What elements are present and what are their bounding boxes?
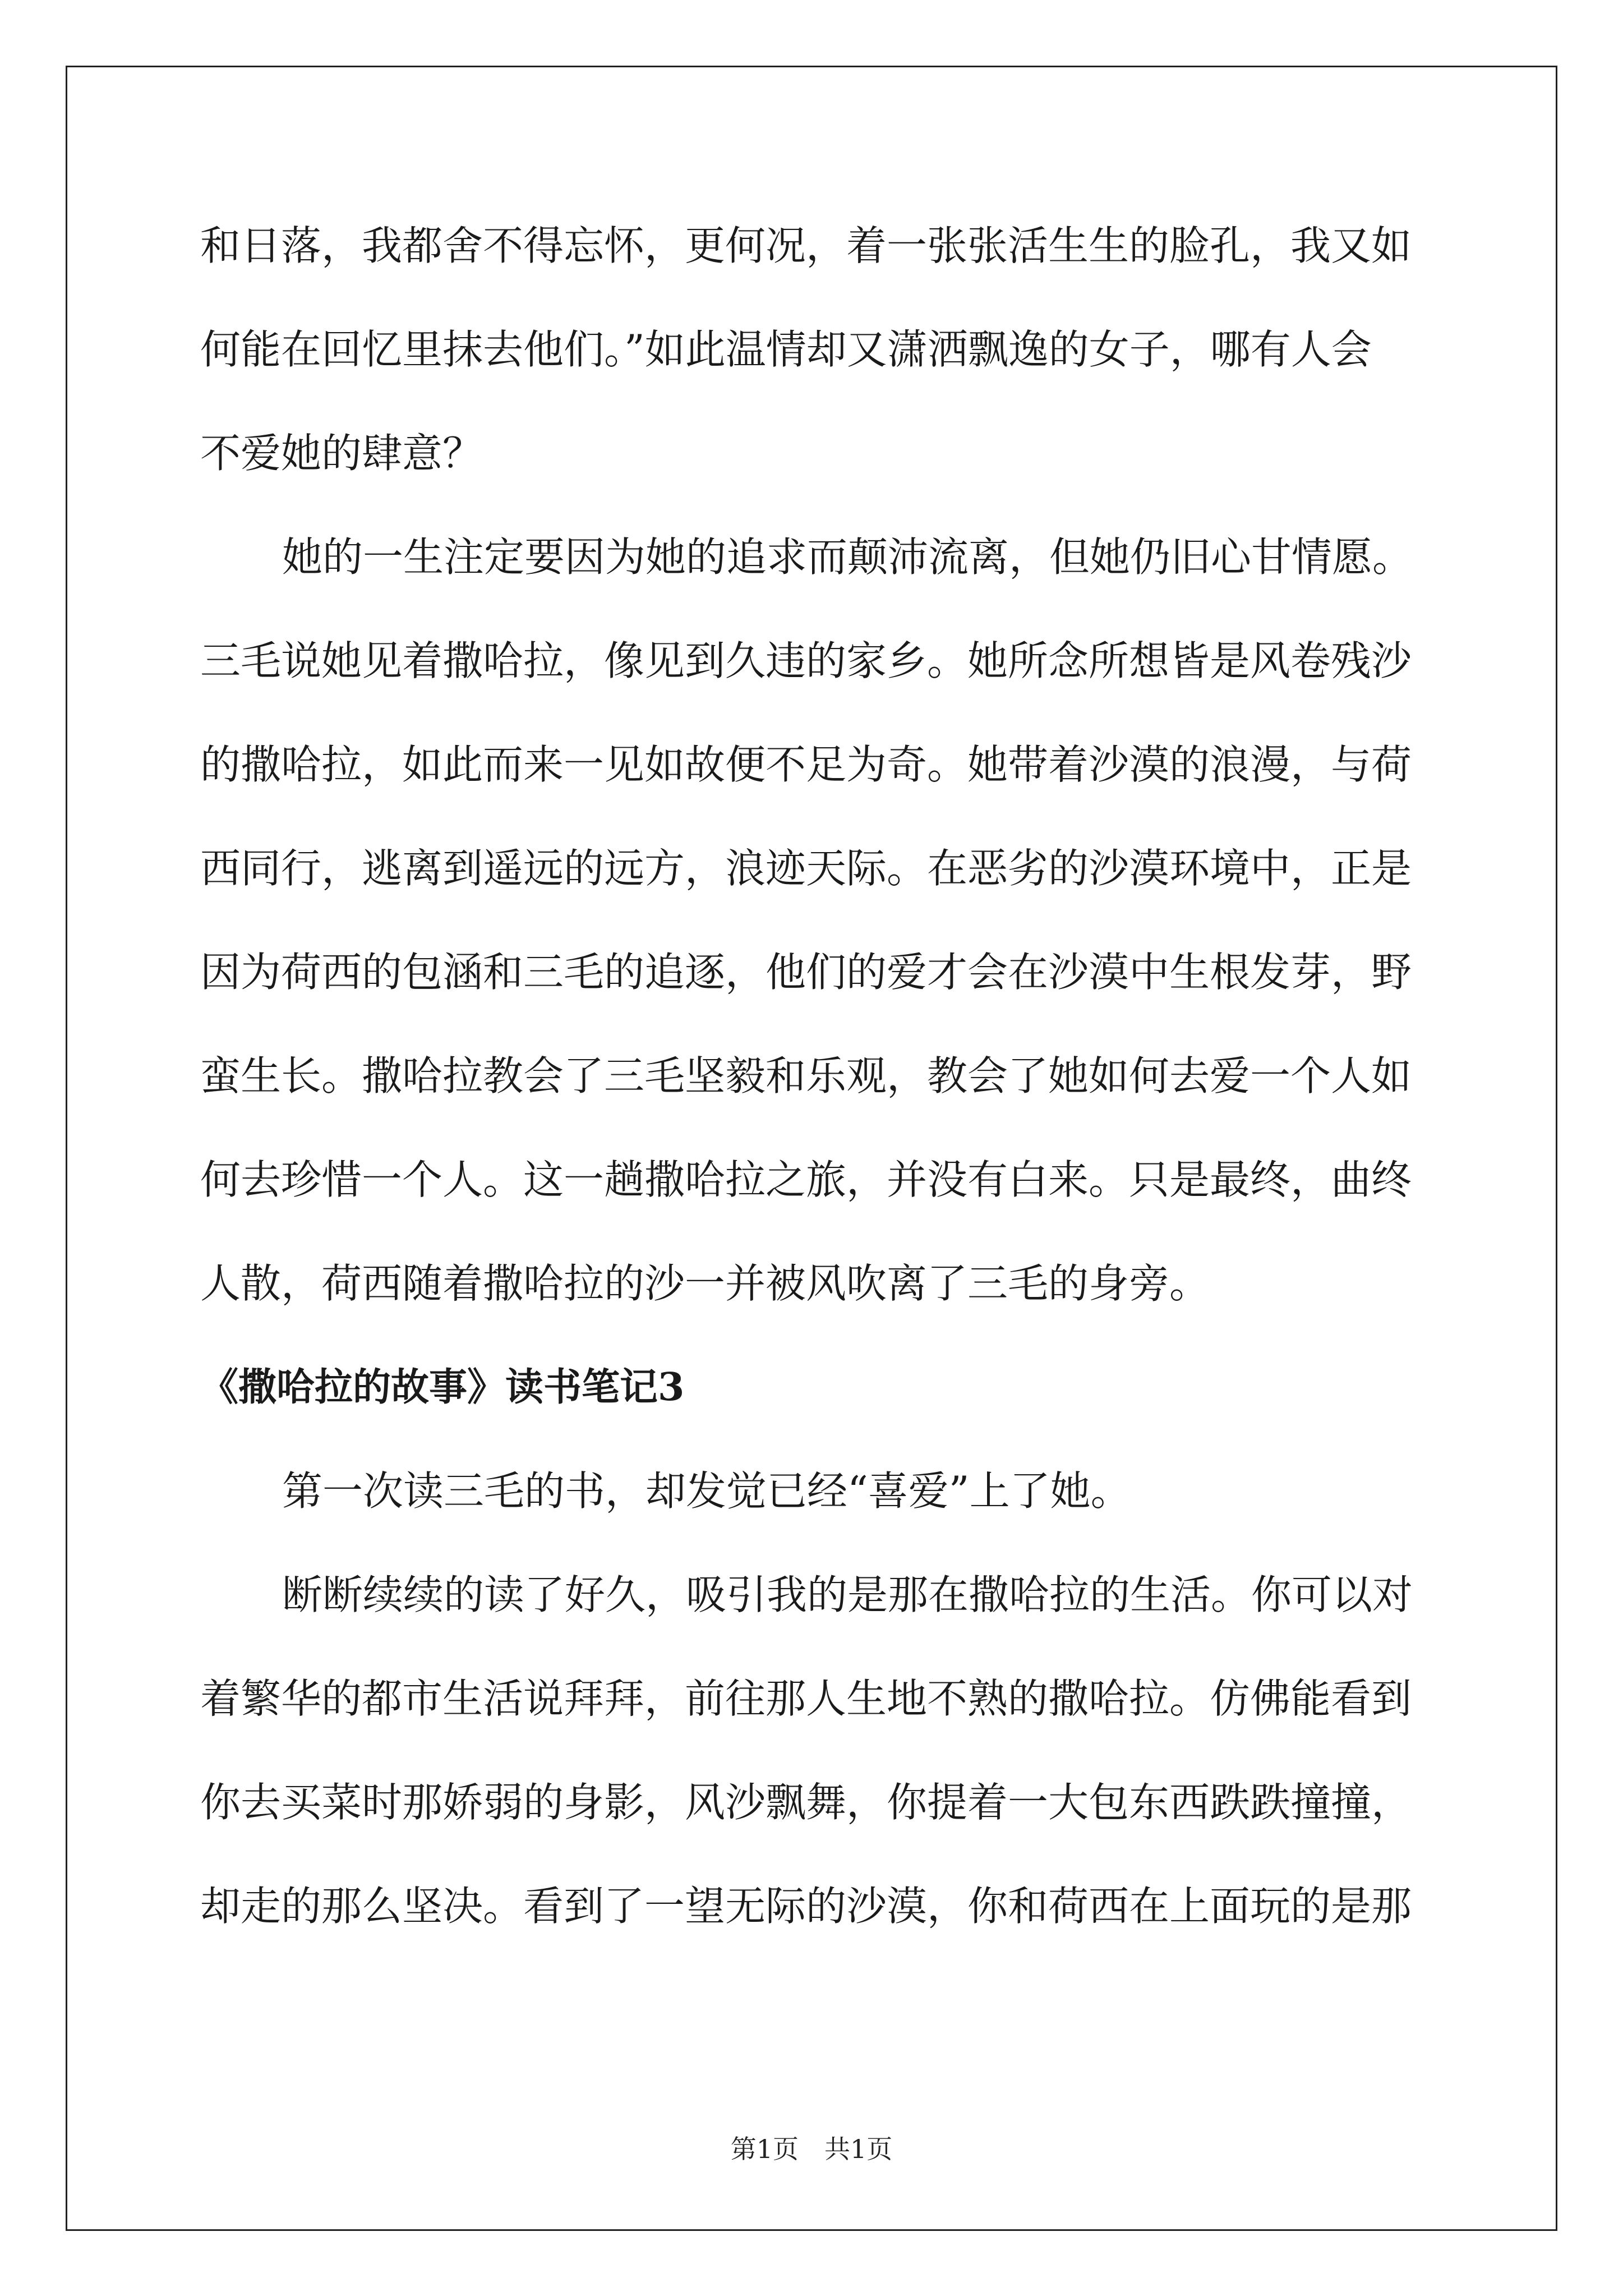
- paragraph-line: 却走的那么坚决。看到了一望无际的沙漠，你和荷西在上面玩的是那: [200, 1883, 1412, 1930]
- paragraph-line: 蛮生长。撒哈拉教会了三毛坚毅和乐观，教会了她如何去爱一个人如: [200, 1052, 1412, 1099]
- section-title: 《撒哈拉的故事》读书笔记3: [200, 1365, 685, 1410]
- paragraph-line: 你去买菜时那娇弱的身影，风沙飘舞，你提着一大包东西跌跌撞撞，: [200, 1779, 1412, 1826]
- paragraph-line: 的撒哈拉，如此而来一见如故便不足为奇。她带着沙漠的浪漫，与荷: [200, 741, 1412, 788]
- paragraph-line: 三毛说她见着撒哈拉，像见到久违的家乡。她所念所想皆是风卷残沙: [200, 637, 1412, 684]
- paragraph-line: 第一次读三毛的书，却发觉已经“喜爱”上了她。: [282, 1467, 1131, 1515]
- paragraph-line: 西同行，逃离到遥远的远方，浪迹天际。在恶劣的沙漠环境中，正是: [200, 845, 1412, 892]
- paragraph-line: 不爱她的肆意？: [200, 430, 483, 477]
- paragraph-line: 因为荷西的包涵和三毛的追逐，他们的爱才会在沙漠中生根发芽，野: [200, 949, 1412, 996]
- paragraph-line: 和日落，我都舍不得忘怀，更何况，着一张张活生生的脸孔，我又如: [200, 222, 1412, 269]
- paragraph-line: 人散，荷西随着撒哈拉的沙一并被风吹离了三毛的身旁。: [200, 1260, 1210, 1307]
- paragraph-line: 着繁华的都市生活说拜拜，前往那人生地不熟的撒哈拉。仿佛能看到: [200, 1675, 1412, 1722]
- paragraph-line: 何能在回忆里抹去他们。”如此温情却又潇洒飘逸的女子，哪有人会: [200, 326, 1372, 373]
- paragraph-line: 断断续续的读了好久，吸引我的是那在撒哈拉的生活。你可以对: [282, 1571, 1413, 1618]
- document-body: [200, 206, 1428, 1971]
- page-number-footer: 第1页 共1页: [730, 2134, 893, 2164]
- paragraph-line: 何去珍惜一个人。这一趟撒哈拉之旅，并没有白来。只是最终，曲终: [200, 1156, 1412, 1203]
- paragraph-line: 她的一生注定要因为她的追求而颠沛流离，但她仍旧心甘情愿。: [282, 533, 1413, 581]
